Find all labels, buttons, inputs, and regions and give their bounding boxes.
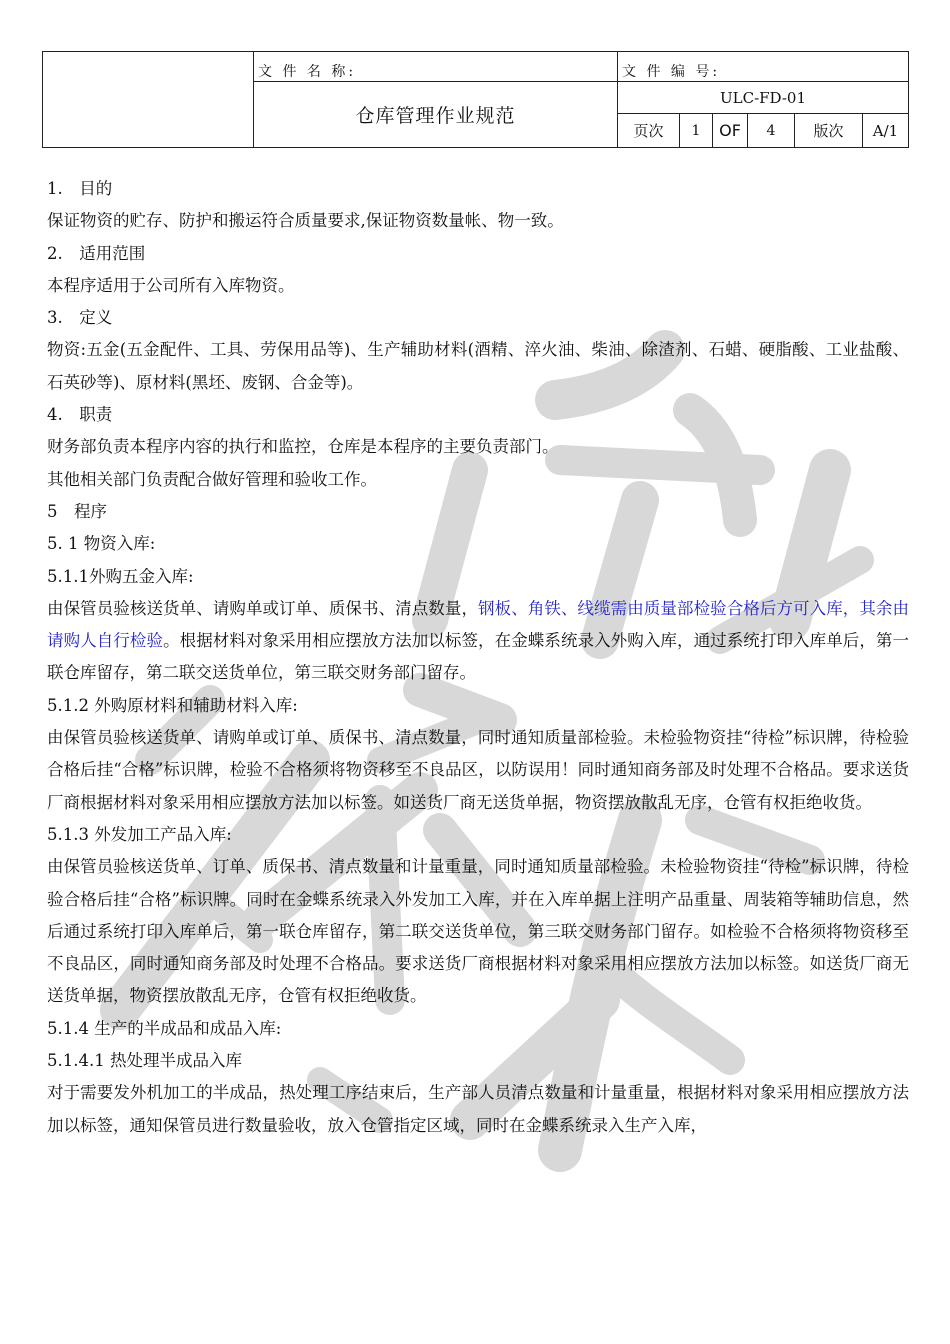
section-1-heading: 1. 目的	[47, 179, 113, 198]
logo-cell	[43, 52, 254, 148]
section-4-text-1: 财务部负责本程序内容的执行和监控，仓库是本程序的主要负责部门。	[47, 437, 559, 457]
section-4-text-2: 其他相关部门负责配合做好管理和验收工作。	[47, 469, 377, 489]
doc-title: 仓库管理作业规范	[254, 82, 618, 148]
version-value: A/1	[863, 114, 909, 148]
section-5-1-2-heading: 5.1.2 外购原材料和辅助材料入库:	[47, 695, 298, 715]
section-5-1-3-text: 由保管员验核送货单、订单、质保书、清点数量和计量重量，同时通知质量部检验。未检验物资挂“待检”标识牌，待检验合格后挂“合格”标识牌。同时在金蝶系统录入外发加工入库，并在入库单据上注明产品重量、周装箱等辅助信息，然后通过系统打印入库单后，第一联仓库留存，第二联交送货单位，第三联交财务部门留存。如检验不合格须将物资移至不良品区，同时通知商务部及时处理不合格品。要求送货厂商根据材料对象采用相应摆放方法加以标签。如送货厂商无送货单据，物资摆放散乱无序，仓管有权拒绝收货。	[47, 857, 909, 1006]
page-label: 页次	[618, 114, 680, 148]
document-header-table	[42, 51, 909, 148]
section-3-heading: 3. 定义	[47, 308, 113, 328]
of-label: OF	[713, 114, 748, 148]
doc-name-label: 文 件 名 称:	[254, 52, 618, 82]
section-5-1-1-heading: 5.1.1外购五金入库:	[47, 566, 194, 586]
section-5-1-heading: 5. 1 物资入库:	[47, 534, 156, 554]
section-4-heading: 4. 职责	[47, 405, 113, 425]
page-total: 4	[748, 114, 795, 148]
section-5-1-1-highlight: 钢板、角铁、线缆需由质量部检验合格后方可入库，其余由请购人自行检验	[47, 598, 910, 651]
document-body	[47, 173, 909, 1142]
section-5-1-1-text-post: 。根据材料对象采用相应摆放方法加以标签，在金蝶系统录入外购入库，通过系统打印入库单后，第一联仓库留存，第二联交送货单位，第三联交财务部门留存。	[47, 631, 910, 683]
section-5-1-1-text	[47, 593, 909, 690]
version-label: 版次	[795, 114, 863, 148]
section-2-heading: 2. 适用范围	[47, 243, 146, 263]
section-3-text: 物资:五金(五金配件、工具、劳保用品等)、生产辅助材料(酒精、淬火油、柴油、除渣剂、石蜡、硬脂酸、工业盐酸、石英砂等)、原材料(黑坯、废钢、合金等)。	[47, 340, 909, 392]
page-number: 1	[680, 114, 713, 148]
section-5-1-3-heading: 5.1.3 外发加工产品入库:	[47, 824, 232, 844]
section-5-1-4-1-text: 对于需要发外机加工的半成品，热处理工序结束后，生产部人员清点数量和计量重量，根据材料对象采用相应摆放方法加以标签，通知保管员进行数量验收，放入仓管指定区域，同时在金蝶系统录入生产入库，	[47, 1083, 909, 1135]
section-5-heading: 5 程序	[47, 501, 107, 521]
section-5-1-4-heading: 5.1.4 生产的半成品和成品入库:	[47, 1018, 282, 1038]
section-2-text: 本程序适用于公司所有入库物资。	[47, 275, 295, 295]
doc-number: ULC-FD-01	[618, 82, 909, 114]
doc-no-label: 文 件 编 号:	[618, 52, 909, 82]
section-5-1-1-text-pre: 由保管员验核送货单、请购单或订单、质保书、清点数量，	[47, 598, 479, 618]
section-5-1-2-text: 由保管员验核送货单、请购单或订单、质保书、清点数量，同时通知质量部检验。未检验物资挂“待检”标识牌，待检验合格后挂“合格”标识牌，检验不合格须将物资移至不良品区，以防误用！同时通知商务部及时处理不合格品。要求送货厂商根据材料对象采用相应摆放方法加以标签。如送货厂商无送货单据，物资摆放散乱无序，仓管有权拒绝收货。	[47, 728, 909, 812]
section-5-1-4-1-heading: 5.1.4.1 热处理半成品入库	[47, 1051, 242, 1071]
section-1-text: 保证物资的贮存、防护和搬运符合质量要求,保证物资数量帐、物一致。	[47, 211, 564, 231]
